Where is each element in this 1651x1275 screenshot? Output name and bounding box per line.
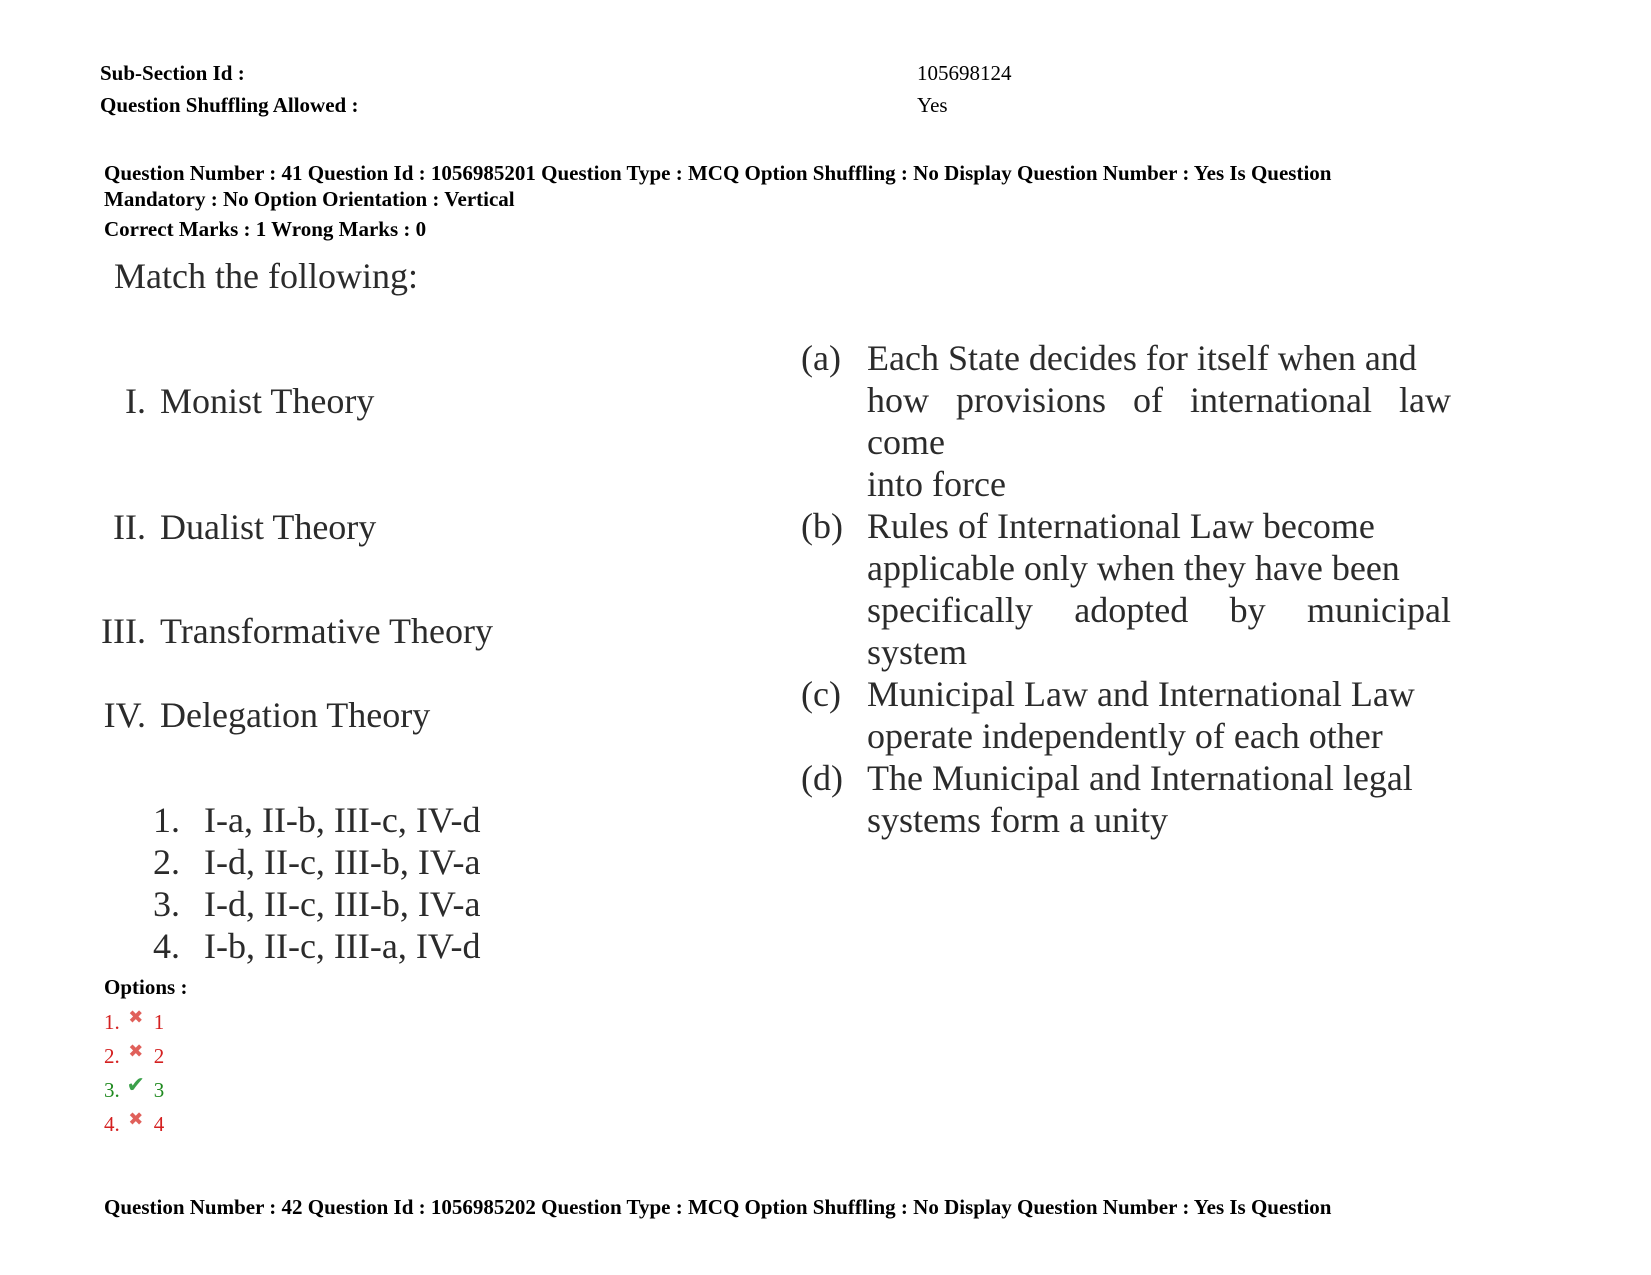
answer-choices <box>140 799 481 967</box>
option-number: 4. <box>104 1112 120 1136</box>
list2-item-label: (a) <box>801 338 841 378</box>
list1-item <box>76 380 374 422</box>
list2-item-line: operate independently of each other <box>867 716 1383 756</box>
answer-choice-number: 2. <box>153 842 180 882</box>
list1-item-number: II. <box>113 507 146 547</box>
answer-choice <box>140 925 481 967</box>
list2-item-label: (b) <box>801 506 843 546</box>
shuffling-value: Yes <box>917 93 948 117</box>
cross-icon: ✖ <box>128 1041 144 1061</box>
list2-item <box>801 673 1451 757</box>
answer-choice-number: 1. <box>153 800 180 840</box>
options-list <box>104 1005 164 1141</box>
answer-choice <box>140 799 481 841</box>
answer-choice-number: 3. <box>153 884 180 924</box>
list2-item-line: applicable only when they have been <box>867 548 1400 588</box>
list2-item-line: systems form a unity <box>867 800 1168 840</box>
list1-item-text: Dualist Theory <box>160 507 377 547</box>
answer-choice-text: I-d, II-c, III-b, IV-a <box>204 884 481 924</box>
subsection-label: Sub-Section Id : <box>100 61 245 85</box>
list1-item <box>76 506 376 548</box>
list1-item-text: Transformative Theory <box>160 611 493 651</box>
answer-choice <box>140 883 481 925</box>
option-value: 1 <box>153 1010 165 1034</box>
answer-choice-text: I-a, II-b, III-c, IV-d <box>204 800 481 840</box>
answer-choice-number: 4. <box>153 926 180 966</box>
option-value: 2 <box>153 1044 165 1068</box>
list2-item-line: Municipal Law and International Law <box>867 674 1415 714</box>
option-number: 1. <box>104 1010 120 1034</box>
list2-item-line: specifically adopted by municipal system <box>867 590 1451 672</box>
option-number: 2. <box>104 1044 120 1068</box>
option-value: 4 <box>153 1112 165 1136</box>
list2-item-label: (d) <box>801 758 843 798</box>
list1-item-number: III. <box>101 611 146 651</box>
answer-choice <box>140 841 481 883</box>
answer-choice-text: I-b, II-c, III-a, IV-d <box>204 926 481 966</box>
list2-item-label: (c) <box>801 674 841 714</box>
options-title: Options : <box>104 975 188 999</box>
cross-icon: ✖ <box>128 1109 144 1129</box>
question-meta-line1: Question Number : 41 Question Id : 1056985201 Question Type : MCQ Option Shuffling : No Display Question Number : Yes Is Question <box>104 161 1332 185</box>
list2-item-line: how provisions of international law come <box>867 380 1451 462</box>
question-marks: Correct Marks : 1 Wrong Marks : 0 <box>104 217 427 241</box>
list1-item <box>76 694 430 736</box>
list2-item-line: Each State decides for itself when and <box>867 338 1417 378</box>
list1-item-text: Monist Theory <box>160 381 375 421</box>
list2-item <box>801 757 1451 841</box>
subsection-value: 105698124 <box>917 61 1012 85</box>
option-value: 3 <box>153 1078 165 1102</box>
list2-item-line: into force <box>867 464 1006 504</box>
list1-item <box>76 610 493 652</box>
option-number: 3. <box>104 1078 120 1102</box>
option-item <box>104 1107 164 1141</box>
list2-item-line: Rules of International Law become <box>867 506 1375 546</box>
next-question-meta-line1: Question Number : 42 Question Id : 1056985202 Question Type : MCQ Option Shuffling : No Display Question Number : Yes Is Question <box>104 1195 1332 1219</box>
check-icon: ✔ <box>126 1072 145 1097</box>
list2-item-line: The Municipal and International legal <box>867 758 1413 798</box>
question-intro: Match the following: <box>114 256 418 296</box>
list2-item <box>801 337 1451 505</box>
answer-choice-text: I-d, II-c, III-b, IV-a <box>204 842 481 882</box>
question-meta-line2: Mandatory : No Option Orientation : Vertical <box>104 187 515 211</box>
cross-icon: ✖ <box>128 1007 144 1027</box>
list1-item-text: Delegation Theory <box>160 695 431 735</box>
list1-item-number: I. <box>125 381 146 421</box>
list2-item <box>801 505 1451 673</box>
shuffling-label: Question Shuffling Allowed : <box>100 93 359 117</box>
list2 <box>801 337 1451 841</box>
list1-item-number: IV. <box>103 695 146 735</box>
